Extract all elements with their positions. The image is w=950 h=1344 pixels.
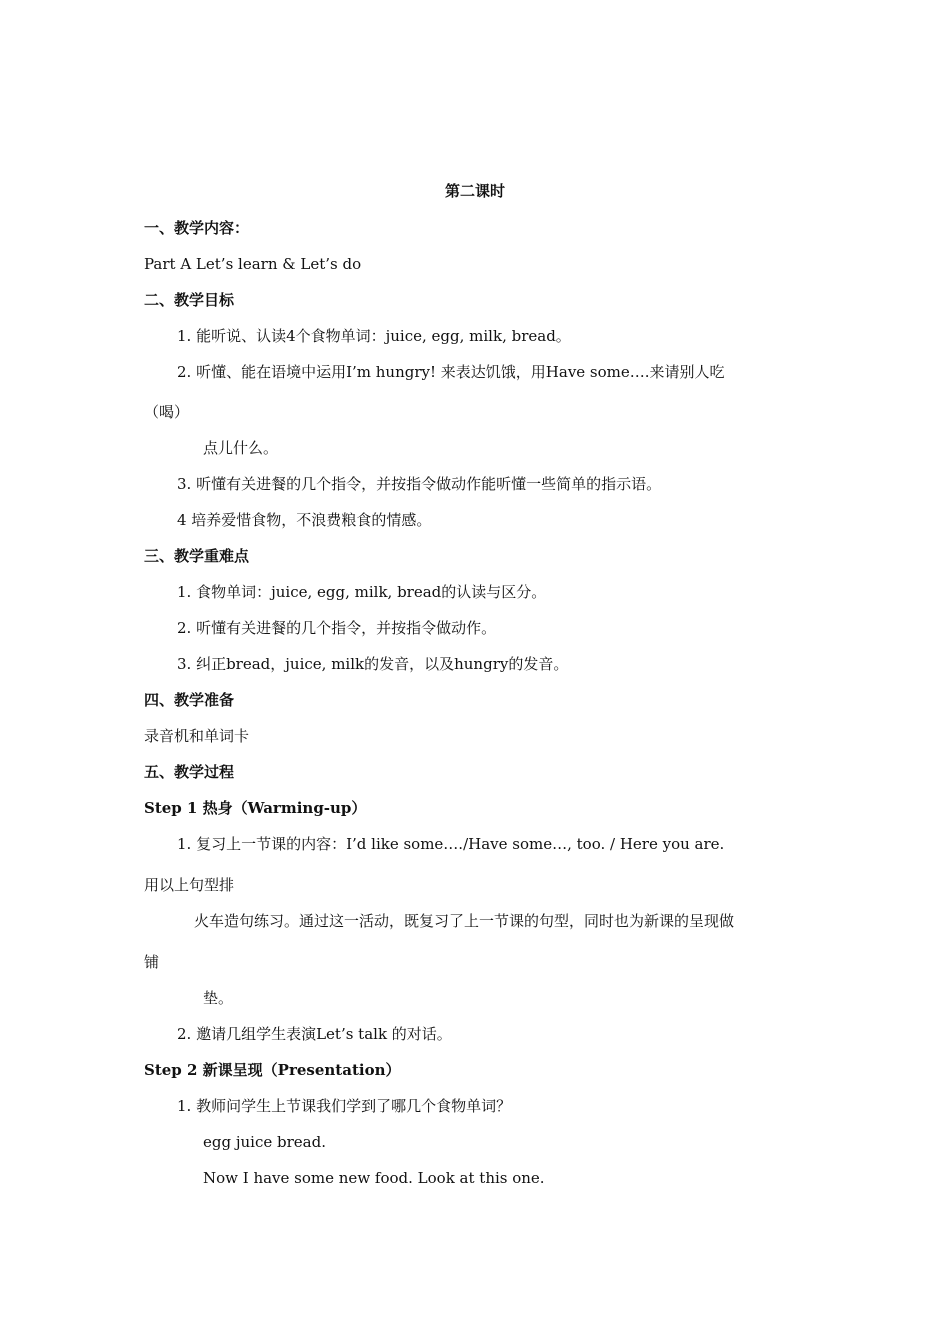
section3-item2: 2. 听懂有关进餐的几个指令，并按指令做动作。 [177,619,497,637]
step1-item1-line2: 用以上句型排 [144,876,235,894]
step2-sentence: Now I have some new food. Look at this one. [203,1169,545,1187]
section2-item2-line2: （喝） [144,403,190,421]
section2-item2-line3: 点儿什么。 [203,439,279,457]
step1-heading: Step 1 热身（Warming-up） [144,799,367,817]
section3-heading: 三、教学重难点 [144,547,250,565]
page-title: 第二课时 [444,182,505,200]
section2-item4: 4 培养爱惜食物，不浪费粮食的情感。 [177,511,432,529]
step2-heading: Step 2 新课呈现（Presentation） [144,1061,401,1079]
step2-item1: 1. 教师问学生上节课我们学到了哪几个食物单词？ [177,1097,512,1115]
step2-words: egg juice bread. [203,1133,326,1151]
step1-item1-line5: 垫。 [203,989,234,1007]
section3-item3: 3. 纠正bread，juice, milk的发音，以及hungry的发音。 [177,655,569,673]
section1-heading: 一、教学内容： [144,219,250,237]
section1-content: Part A Let’s learn & Let’s do [144,255,362,273]
section4-heading: 四、教学准备 [144,691,235,709]
step1-item1-line3: 火车造句练习。通过这一活动，既复习了上一节课的句型，同时也为新课的呈现做 [194,912,735,930]
step1-item1-line4: 铺 [144,953,160,971]
step1-item1-line1: 1. 复习上一节课的内容：I’d like some…./Have some…, too. / Here you are. [177,835,725,853]
section2-item3: 3. 听懂有关进餐的几个指令，并按指令做动作能听懂一些简单的指示语。 [177,475,662,493]
section4-content: 录音机和单词卡 [144,727,250,745]
step1-item2: 2. 邀请几组学生表演Let’s talk 的对话。 [177,1025,452,1043]
section2-heading: 二、教学目标 [144,291,235,309]
section2-item1: 1. 能听说、认读4个食物单词：juice, egg, milk, bread。 [177,327,571,345]
section3-item1: 1. 食物单词：juice, egg, milk, bread的认读与区分。 [177,583,547,601]
section5-heading: 五、教学过程 [144,763,235,781]
section2-item2-line1: 2. 听懂、能在语境中运用I’m hungry! 来表达饥饿，用Have some….来请别人吃 [177,363,725,381]
